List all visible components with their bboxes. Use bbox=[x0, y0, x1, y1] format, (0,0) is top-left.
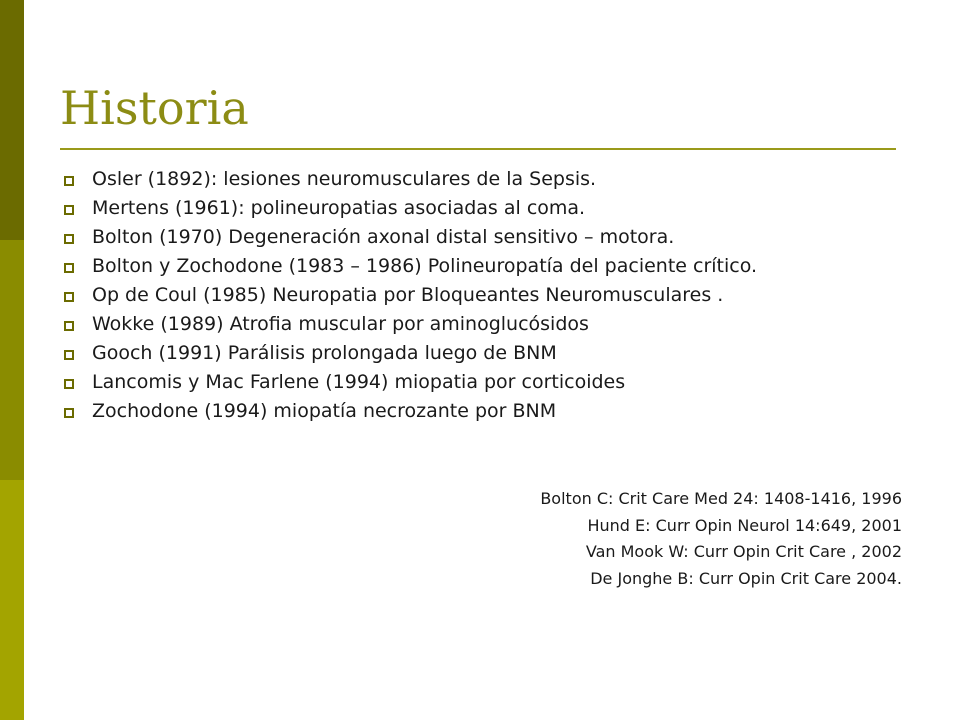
reference-line: De Jonghe B: Curr Opin Crit Care 2004. bbox=[590, 568, 902, 588]
hollow-square-icon bbox=[64, 205, 74, 215]
bullet-text: Wokke (1989) Atrofia muscular por aminoglucósidos bbox=[92, 313, 589, 335]
bullet-text: Lancomis y Mac Farlene (1994) miopatia por corticoides bbox=[92, 371, 626, 393]
bullet-item bbox=[62, 284, 902, 306]
hollow-square-icon bbox=[64, 263, 74, 273]
bullet-text: Osler (1892): lesiones neuromusculares de la Sepsis. bbox=[92, 168, 597, 190]
bullet-item bbox=[62, 371, 902, 393]
side-bar-segment-top bbox=[0, 0, 24, 240]
references-block bbox=[540, 486, 902, 592]
reference-line: Bolton C: Crit Care Med 24: 1408-1416, 1996 bbox=[540, 489, 902, 508]
slide-title: Historia bbox=[60, 81, 249, 135]
bullet-list bbox=[62, 168, 902, 429]
bullet-text: Bolton y Zochodone (1983 – 1986) Polineuropatía del paciente crítico. bbox=[92, 255, 758, 277]
bullet-text: Bolton (1970) Degeneración axonal distal sensitivo – motora. bbox=[92, 226, 675, 248]
hollow-square-icon bbox=[64, 176, 74, 186]
bullet-item bbox=[62, 197, 902, 219]
bullet-text: Op de Coul (1985) Neuropatia por Bloqueantes Neuromusculares . bbox=[92, 284, 724, 306]
hollow-square-icon bbox=[64, 292, 74, 302]
bullet-item bbox=[62, 313, 902, 335]
bullet-text: Gooch (1991) Parálisis prolongada luego de BNM bbox=[92, 342, 557, 364]
hollow-square-icon bbox=[64, 350, 74, 360]
reference-line: Hund E: Curr Opin Neurol 14:649, 2001 bbox=[587, 515, 902, 535]
bullet-item bbox=[62, 226, 902, 248]
bullet-item bbox=[62, 342, 902, 364]
bullet-text: Zochodone (1994) miopatía necrozante por BNM bbox=[92, 400, 557, 422]
bullet-item bbox=[62, 168, 902, 190]
reference-line: Van Mook W: Curr Opin Crit Care , 2002 bbox=[585, 542, 902, 561]
side-accent-bar bbox=[0, 0, 24, 720]
hollow-square-icon bbox=[64, 408, 74, 418]
bullet-item bbox=[62, 255, 902, 277]
bullet-text: Mertens (1961): polineuropatias asociadas al coma. bbox=[92, 197, 586, 219]
side-bar-segment-middle bbox=[0, 240, 24, 480]
hollow-square-icon bbox=[64, 379, 74, 389]
side-bar-segment-bottom bbox=[0, 480, 24, 720]
hollow-square-icon bbox=[64, 321, 74, 331]
bullet-item bbox=[62, 400, 902, 422]
title-underline bbox=[60, 148, 896, 150]
hollow-square-icon bbox=[64, 234, 74, 244]
